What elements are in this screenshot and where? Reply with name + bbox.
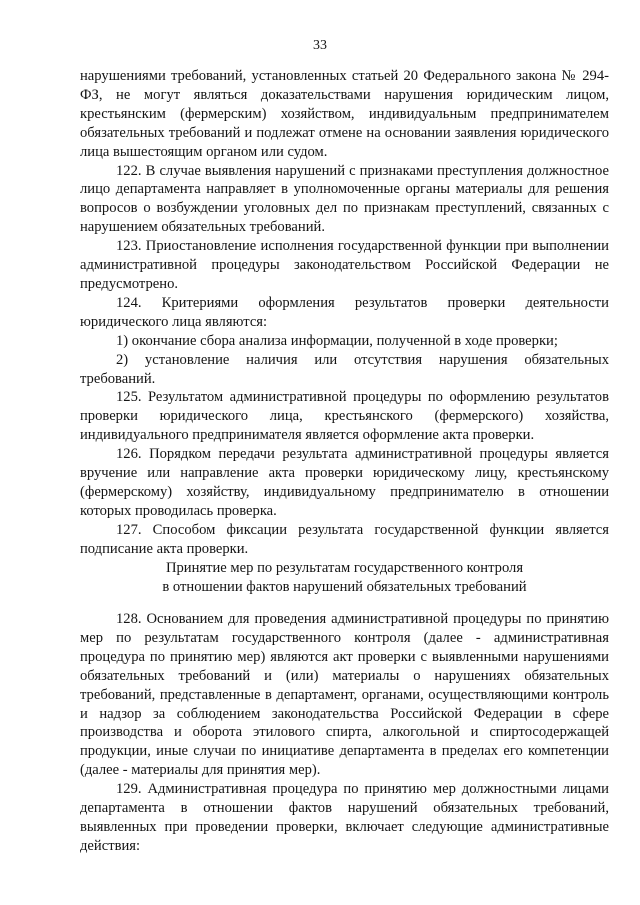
body-text-top — [80, 67, 609, 559]
list-item-1: 1) окончание сбора анализа информации, полученной в ходе проверки; — [116, 332, 558, 349]
paragraph-128: 128. Основанием для проведения административной процедуры по принятию мер по результатам государственного контроля (далее - административная процедура по принятию мер) являются акт проверки с выявленными нарушениями обязательных требований и (или) материалы о нарушениях обязательных требований, представленные в департамент, органами, осуществляющими контроль и надзор за соблюдением законодательства Российской Федерации в сфере производства и оборота этилового спирта, алкогольной и спиртосодержащей продукции, иные случаи по инициативе департамента в пределах его компетенции (далее - материалы для принятия мер). — [80, 611, 609, 779]
paragraph-124: 124. Критериями оформления результатов проверки деятельности юридического лица являются: — [80, 294, 609, 330]
page-number: 33 — [313, 38, 327, 53]
paragraph-continuation: нарушениями требований, установленных статьей 20 Федерального закона № 294-ФЗ, не могут являться доказательствами нарушения юридическим лицом, крестьянским (фермерским) хозяйством, индивидуальным предпринимателем обязательных требований и подлежат отмене на основании заявления юридического лица вышестоящим органом или судом. — [80, 68, 609, 160]
paragraph-129: 129. Административная процедура по принятию мер должностными лицами департамента в отношении фактов нарушений обязательных требований, выявленных при проведении проверки, включает следующие административные действия: — [80, 781, 609, 854]
section-heading — [80, 559, 609, 597]
paragraph-122: 122. В случае выявления нарушений с признаками преступления должностное лицо департамента направляет в уполномоченные органы материалы для решения вопросов о возбуждении уголовных дел по признакам преступлений, связанных с нарушением обязательных требований. — [80, 162, 609, 236]
body-text-bottom — [80, 610, 609, 856]
paragraph-126: 126. Порядком передачи результата административной процедуры является вручение или направление акта проверки юридическому лицу, крестьянскому (фермерскому) хозяйству, индивидуальному предпринимателю в отношении которых проводилась проверка. — [80, 446, 609, 519]
paragraph-127: 127. Способом фиксации результата государственной функции является подписание акта проверки. — [80, 521, 609, 557]
section-heading-line-1: Принятие мер по результатам государственного контроля — [165, 560, 524, 576]
section-heading-line-2: в отношении фактов нарушений обязательных требований — [162, 579, 527, 595]
paragraph-125: 125. Результатом административной процедуры по оформлению результатов проверки юридического лица, крестьянского (фермерского) хозяйства, индивидуального предпринимателя является оформление акта проверки. — [80, 389, 609, 444]
list-item-2: 2) установление наличия или отсутствия нарушения обязательных требований. — [80, 351, 609, 387]
paragraph-123: 123. Приостановление исполнения государственной функции при выполнении административной процедуры законодательством Российской Федерации не предусмотрено. — [80, 238, 609, 292]
